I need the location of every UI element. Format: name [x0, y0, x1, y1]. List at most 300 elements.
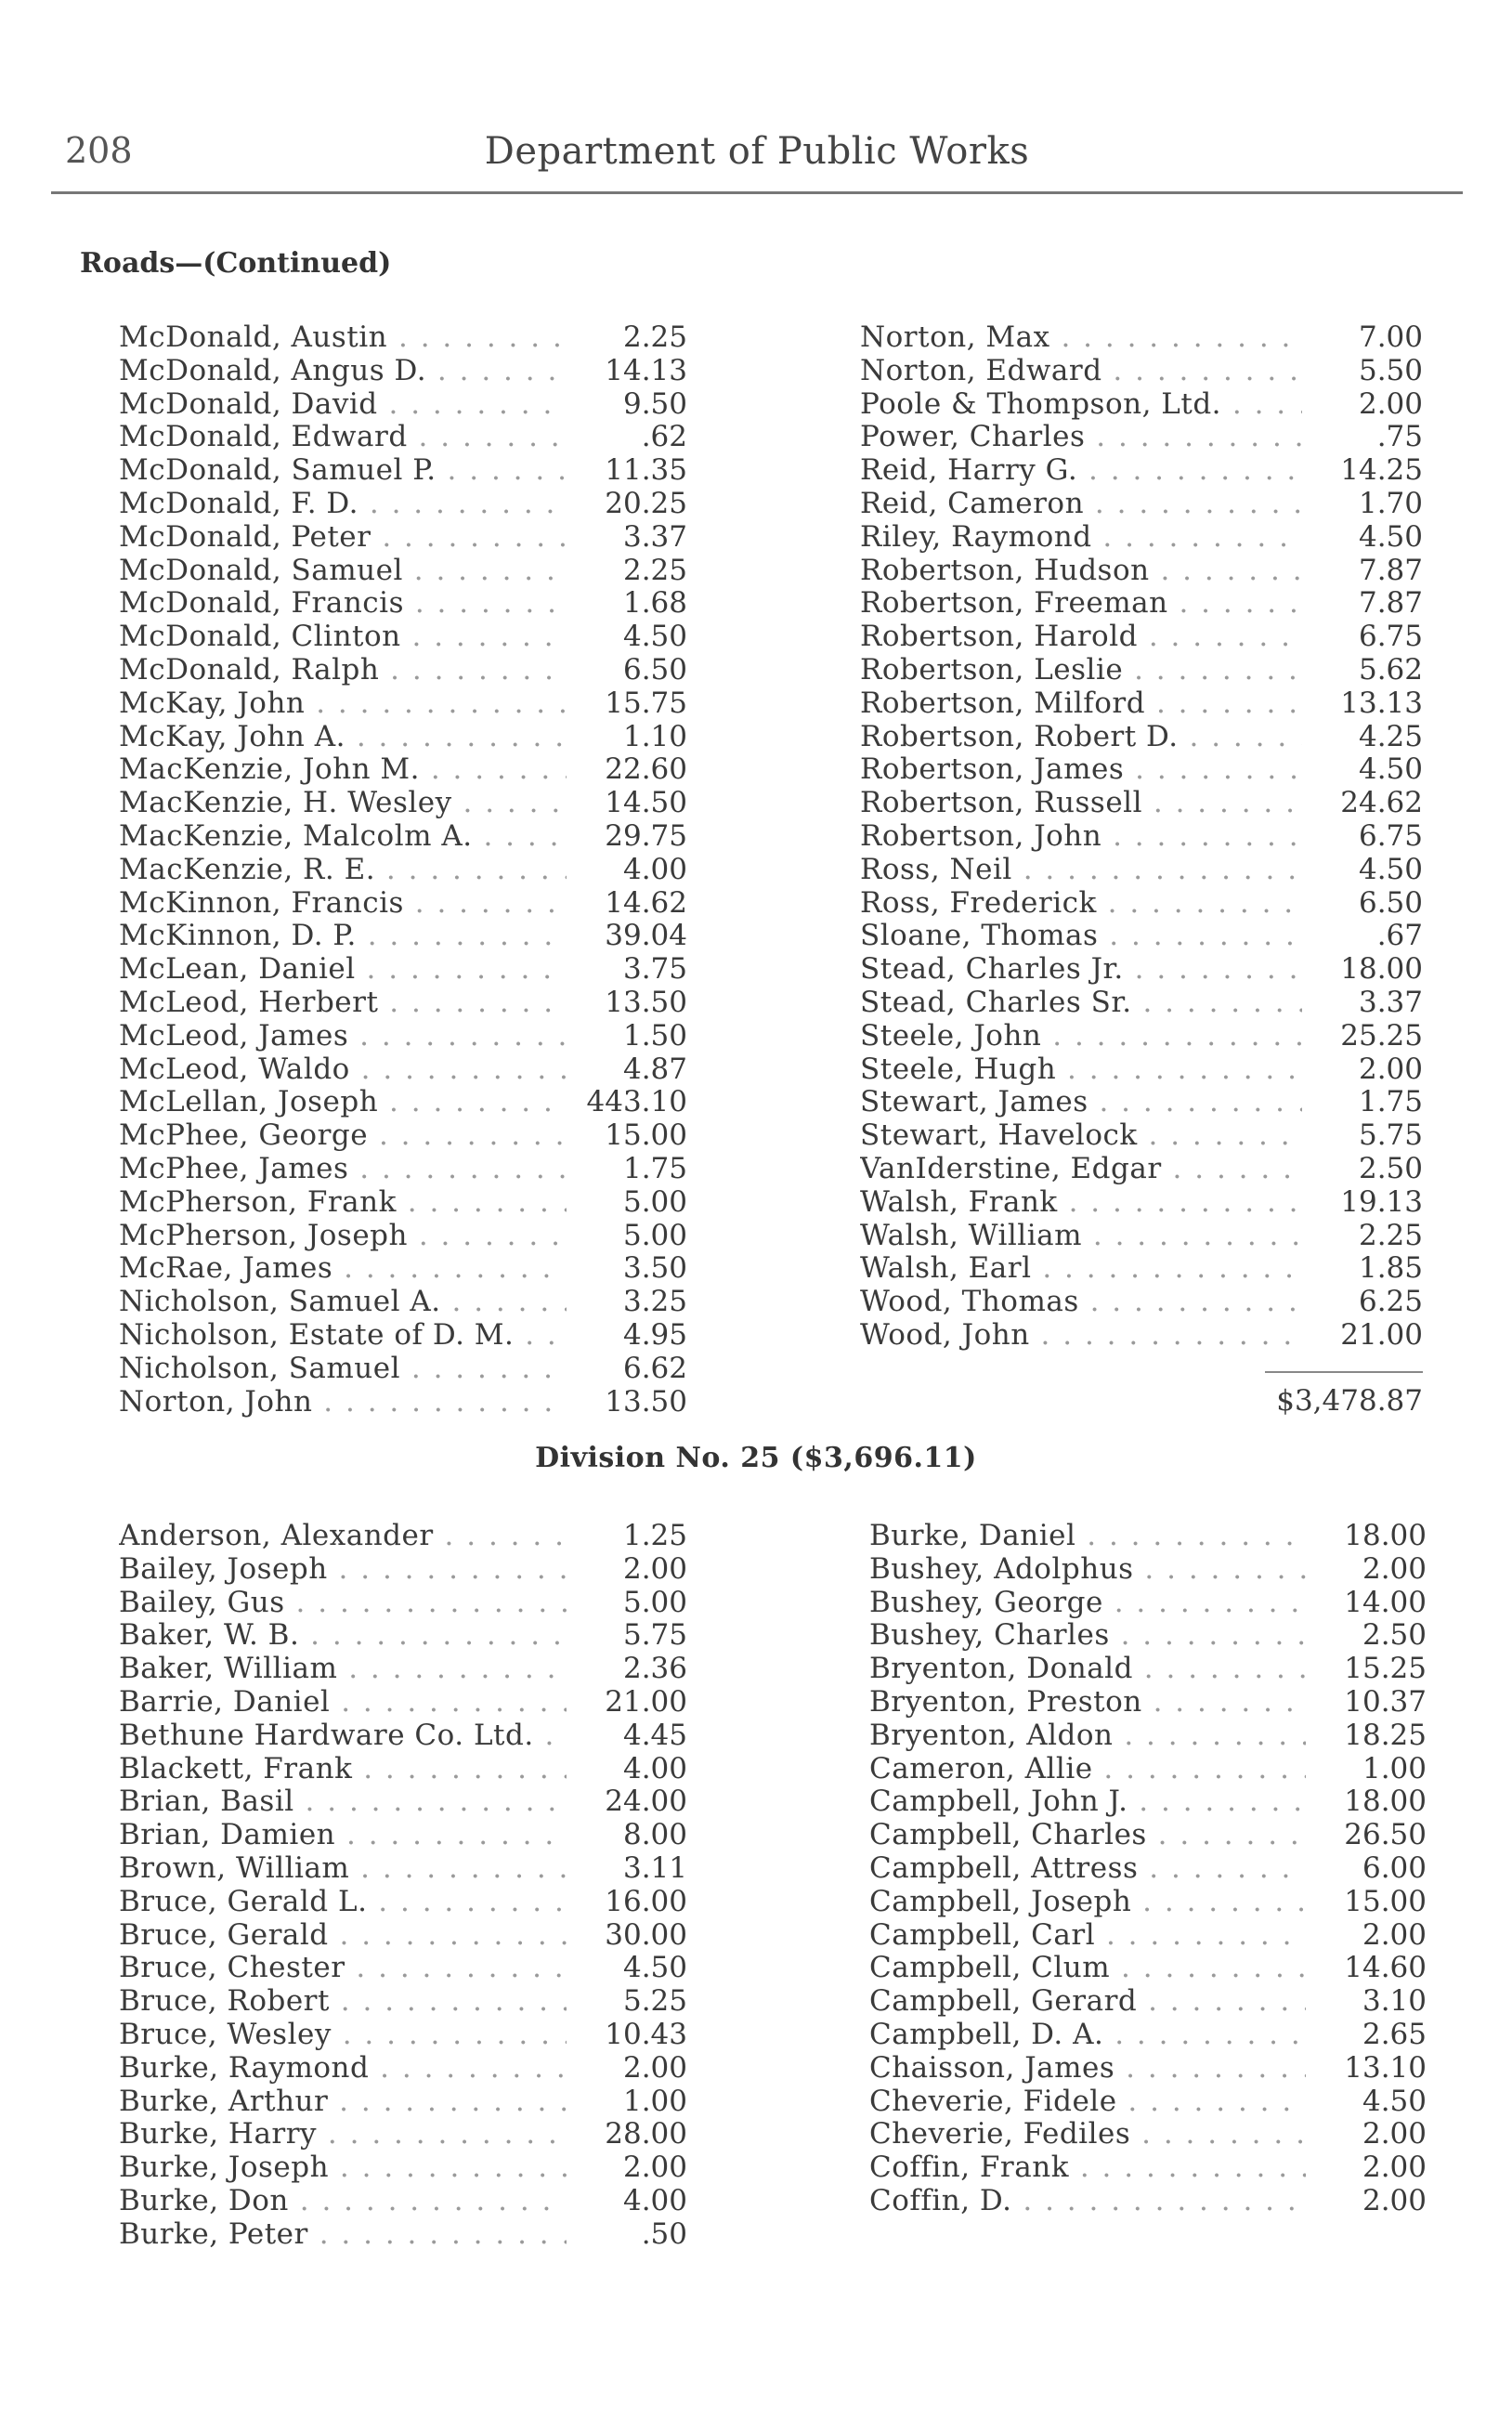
- list-item: [119, 1653, 687, 1686]
- payment-amount: 5.62: [1358, 652, 1423, 686]
- list-item: [119, 687, 687, 721]
- division-heading: Division No. 25 ($3,696.11): [535, 1442, 977, 1474]
- list-item: [869, 1587, 1427, 1620]
- upper-right-column: [860, 321, 1423, 1353]
- payee-name: Steele, Hugh . . .: [860, 1053, 1302, 1087]
- list-item: [119, 1919, 687, 1953]
- payee-name: McLeod, Herbert . . .: [119, 987, 567, 1020]
- payment-amount: 14.13: [605, 353, 687, 387]
- list-item: [119, 854, 687, 887]
- payment-amount: 3.37: [622, 519, 687, 554]
- list-item: [860, 1319, 1423, 1353]
- list-item: [860, 488, 1423, 521]
- list-item: [119, 1719, 687, 1753]
- payment-amount: 8.00: [622, 1818, 687, 1852]
- list-item: [119, 1353, 687, 1386]
- list-item: [860, 721, 1423, 754]
- payment-amount: 1.25: [622, 1519, 687, 1552]
- payee-name: MacKenzie, R. E. . . .: [119, 854, 567, 887]
- list-item: [860, 1252, 1423, 1286]
- list-item: [860, 1220, 1423, 1253]
- payment-amount: 4.25: [1358, 719, 1423, 753]
- payee-name: Steele, John . . .: [860, 1020, 1302, 1053]
- payee-name: Bruce, Gerald L. . . .: [119, 1886, 567, 1919]
- payee-name: Brian, Damien . . .: [119, 1819, 567, 1852]
- payee-name: Campbell, Gerard . . .: [869, 1985, 1306, 2019]
- payee-name: Bushey, George . . .: [869, 1587, 1306, 1620]
- list-item: [119, 1619, 687, 1653]
- payment-amount: .67: [1376, 919, 1423, 953]
- list-item: [119, 2052, 687, 2086]
- payment-amount: 6.62: [622, 1351, 687, 1385]
- list-item: [119, 820, 687, 854]
- payment-amount: 3.11: [622, 1850, 687, 1885]
- payment-amount: 6.50: [622, 652, 687, 686]
- list-item: [119, 1520, 687, 1553]
- payee-name: Walsh, Frank . . .: [860, 1186, 1302, 1220]
- payee-name: McDonald, David . . .: [119, 388, 567, 422]
- list-item: [860, 454, 1423, 488]
- list-item: [860, 388, 1423, 422]
- payment-amount: 4.50: [1362, 2084, 1427, 2118]
- payee-name: Bryenton, Aldon . . .: [869, 1719, 1306, 1753]
- payment-amount: 3.50: [622, 1251, 687, 1286]
- list-item: [119, 521, 687, 555]
- page-header: [56, 130, 1458, 186]
- payment-amount: 10.43: [605, 2017, 687, 2051]
- list-item: [119, 1819, 687, 1852]
- payment-amount: 2.00: [622, 2151, 687, 2185]
- list-item: [869, 1686, 1427, 1719]
- list-item: [119, 2151, 687, 2185]
- payment-amount: 19.13: [1340, 1184, 1423, 1219]
- payee-name: Bailey, Joseph . . .: [119, 1553, 567, 1587]
- payment-amount: 2.00: [1362, 1917, 1427, 1952]
- list-item: [860, 787, 1423, 820]
- payment-amount: 2.00: [622, 1551, 687, 1586]
- list-item: [869, 1520, 1427, 1553]
- list-item: [119, 355, 687, 388]
- payee-name: Norton, John . . .: [119, 1386, 567, 1419]
- payee-name: Coffin, D. . . .: [869, 2185, 1306, 2218]
- payee-name: Nicholson, Samuel . . .: [119, 1353, 567, 1386]
- list-item: [119, 2019, 687, 2052]
- payment-amount: 3.25: [622, 1285, 687, 1319]
- payee-name: McKinnon, Francis . . .: [119, 887, 567, 921]
- payment-amount: .50: [641, 2216, 687, 2251]
- payee-name: McDonald, Samuel P. . . .: [119, 454, 567, 488]
- list-item: [119, 887, 687, 921]
- list-item: [860, 654, 1423, 687]
- payee-name: Baker, William . . .: [119, 1653, 567, 1686]
- payment-amount: 1.00: [622, 2084, 687, 2118]
- payment-amount: 2.25: [622, 553, 687, 587]
- list-item: [869, 1852, 1427, 1886]
- payment-amount: 1.50: [622, 1018, 687, 1053]
- payee-name: Stead, Charles Jr. . . .: [860, 953, 1302, 987]
- payment-amount: 15.25: [1344, 1652, 1427, 1686]
- payee-name: Robertson, James . . .: [860, 753, 1302, 787]
- payee-name: Ross, Neil . . .: [860, 854, 1302, 887]
- payee-name: MacKenzie, John M. . . .: [119, 753, 567, 787]
- list-item: [860, 1186, 1423, 1220]
- payee-name: Campbell, Charles . . .: [869, 1819, 1306, 1852]
- list-item: [119, 1119, 687, 1153]
- payee-name: Robertson, Milford . . .: [860, 687, 1302, 721]
- payment-amount: 18.00: [1340, 952, 1423, 987]
- payee-name: McLean, Daniel . . .: [119, 953, 567, 987]
- list-item: [119, 920, 687, 953]
- list-item: [860, 1119, 1423, 1153]
- list-item: [860, 687, 1423, 721]
- payee-name: McPhee, James . . .: [119, 1153, 567, 1186]
- payment-amount: 1.85: [1358, 1251, 1423, 1286]
- payee-name: Bushey, Charles . . .: [869, 1619, 1306, 1653]
- page-number: 208: [65, 130, 133, 171]
- payee-name: Sloane, Thomas . . .: [860, 920, 1302, 953]
- lower-left-column: [119, 1520, 687, 2252]
- payment-amount: 24.62: [1340, 786, 1423, 820]
- payee-name: Stead, Charles Sr. . . .: [860, 987, 1302, 1020]
- list-item: [119, 1785, 687, 1819]
- payment-amount: 4.50: [1358, 752, 1423, 787]
- payment-amount: 4.00: [622, 2183, 687, 2217]
- list-item: [860, 1286, 1423, 1319]
- payee-name: Brown, William . . .: [119, 1852, 567, 1886]
- payment-amount: 1.75: [1358, 1085, 1423, 1119]
- list-item: [869, 2151, 1427, 2185]
- payment-amount: 9.50: [622, 386, 687, 421]
- list-item: [869, 1719, 1427, 1753]
- payee-name: McKay, John . . .: [119, 687, 567, 721]
- payee-name: Robertson, Harold . . .: [860, 621, 1302, 654]
- payee-name: Reid, Harry G. . . .: [860, 454, 1302, 488]
- payment-amount: 5.75: [1358, 1118, 1423, 1153]
- list-item: [119, 1020, 687, 1053]
- list-item: [119, 987, 687, 1020]
- payment-amount: 3.75: [622, 952, 687, 987]
- payment-amount: 2.00: [1362, 2117, 1427, 2151]
- payee-name: McLeod, Waldo . . .: [119, 1053, 567, 1087]
- payee-name: Nicholson, Estate of D. M. . . .: [119, 1319, 567, 1353]
- payment-amount: 21.00: [1340, 1317, 1423, 1352]
- payment-amount: 5.00: [622, 1585, 687, 1619]
- payment-amount: 39.04: [605, 919, 687, 953]
- payment-amount: 2.00: [1362, 2183, 1427, 2217]
- payee-name: McDonald, Edward . . .: [119, 421, 567, 454]
- payment-amount: 18.25: [1344, 1718, 1427, 1752]
- list-item: [860, 555, 1423, 588]
- list-item: [119, 1319, 687, 1353]
- payment-amount: 6.00: [1362, 1850, 1427, 1885]
- payment-amount: 2.00: [1358, 386, 1423, 421]
- list-item: [119, 1153, 687, 1186]
- payee-name: Bruce, Gerald . . .: [119, 1919, 567, 1953]
- list-item: [119, 2086, 687, 2119]
- payment-amount: 5.00: [622, 1218, 687, 1252]
- payee-name: Robertson, John . . .: [860, 820, 1302, 854]
- list-item: [119, 753, 687, 787]
- list-item: [869, 1553, 1427, 1587]
- payment-amount: 14.50: [605, 786, 687, 820]
- list-item: [869, 2052, 1427, 2086]
- payment-amount: 4.00: [622, 852, 687, 886]
- payee-name: Chaisson, James . . .: [869, 2052, 1306, 2086]
- list-item: [119, 1985, 687, 2019]
- list-item: [860, 887, 1423, 921]
- payee-name: MacKenzie, H. Wesley . . .: [119, 787, 567, 820]
- list-item: [119, 1386, 687, 1419]
- payee-name: McDonald, Angus D. . . .: [119, 355, 567, 388]
- list-item: [869, 1619, 1427, 1653]
- payment-amount: 2.50: [1362, 1618, 1427, 1653]
- list-item: [119, 1220, 687, 1253]
- list-item: [860, 521, 1423, 555]
- payee-name: Burke, Harry . . .: [119, 2118, 567, 2151]
- payment-amount: 5.00: [622, 1184, 687, 1219]
- payee-name: Stewart, Havelock . . .: [860, 1119, 1302, 1153]
- payment-amount: 2.25: [622, 320, 687, 354]
- payment-amount: 20.25: [605, 486, 687, 520]
- payment-amount: 1.75: [622, 1151, 687, 1185]
- list-item: [119, 321, 687, 355]
- payee-name: Bruce, Wesley . . .: [119, 2019, 567, 2052]
- payment-amount: 4.00: [622, 1751, 687, 1785]
- payment-amount: 2.50: [1358, 1151, 1423, 1185]
- payee-name: Burke, Joseph . . .: [119, 2151, 567, 2185]
- payee-name: Riley, Raymond . . .: [860, 521, 1302, 555]
- payment-amount: 22.60: [605, 752, 687, 787]
- payment-amount: 14.60: [1344, 1951, 1427, 1985]
- payment-amount: 7.00: [1358, 320, 1423, 354]
- payment-amount: 5.25: [622, 1984, 687, 2019]
- payee-name: McPhee, George . . .: [119, 1119, 567, 1153]
- payment-amount: 2.00: [1358, 1052, 1423, 1086]
- list-item: [119, 2218, 687, 2252]
- payee-name: Campbell, D. A. . . .: [869, 2019, 1306, 2052]
- payment-amount: 2.25: [1358, 1218, 1423, 1252]
- payee-name: Cheverie, Fidele . . .: [869, 2086, 1306, 2119]
- payee-name: McKinnon, D. P. . . .: [119, 920, 567, 953]
- payment-amount: .62: [641, 420, 687, 454]
- payment-amount: 14.00: [1344, 1585, 1427, 1619]
- payment-amount: 4.50: [622, 1951, 687, 1985]
- payee-name: Blackett, Frank . . .: [119, 1753, 567, 1786]
- payee-name: Cheverie, Fediles . . .: [869, 2118, 1306, 2151]
- payment-amount: 18.00: [1344, 1785, 1427, 1819]
- payee-name: McPherson, Joseph . . .: [119, 1220, 567, 1253]
- list-item: [869, 2118, 1427, 2151]
- list-item: [860, 421, 1423, 454]
- payment-amount: 29.75: [605, 818, 687, 853]
- payee-name: Burke, Daniel . . .: [869, 1520, 1306, 1553]
- payee-name: McLellan, Joseph . . .: [119, 1086, 567, 1119]
- list-item: [119, 555, 687, 588]
- payment-amount: 28.00: [605, 2117, 687, 2151]
- payee-name: Robertson, Leslie . . .: [860, 654, 1302, 687]
- payee-name: McDonald, Samuel . . .: [119, 555, 567, 588]
- total-rule: [1265, 1371, 1423, 1373]
- payee-name: Robertson, Robert D. . . .: [860, 721, 1302, 754]
- list-item: [119, 1852, 687, 1886]
- payment-amount: 13.13: [1340, 686, 1423, 720]
- payment-amount: 4.50: [1358, 852, 1423, 886]
- payment-amount: 7.87: [1358, 553, 1423, 587]
- list-item: [869, 1785, 1427, 1819]
- payment-amount: 15.00: [605, 1118, 687, 1153]
- payment-amount: 4.50: [622, 620, 687, 654]
- payee-name: Campbell, John J. . . .: [869, 1785, 1306, 1819]
- payee-name: Bethune Hardware Co. Ltd. . . .: [119, 1719, 567, 1753]
- payee-name: Walsh, Earl . . .: [860, 1252, 1302, 1286]
- payee-name: McDonald, Francis . . .: [119, 587, 567, 621]
- payee-name: Norton, Max . . .: [860, 321, 1302, 355]
- list-item: [869, 2185, 1427, 2218]
- payee-name: Campbell, Carl . . .: [869, 1919, 1306, 1953]
- list-item: [119, 388, 687, 422]
- list-item: [869, 2086, 1427, 2119]
- list-item: [119, 454, 687, 488]
- list-item: [119, 1086, 687, 1119]
- list-item: [119, 1686, 687, 1719]
- list-item: [869, 1653, 1427, 1686]
- payment-amount: 2.36: [622, 1652, 687, 1686]
- payment-amount: 4.87: [622, 1052, 687, 1086]
- list-item: [119, 1053, 687, 1087]
- payment-amount: 21.00: [605, 1684, 687, 1719]
- list-item: [869, 1753, 1427, 1786]
- payment-amount: 11.35: [605, 453, 687, 488]
- payment-amount: .75: [1376, 420, 1423, 454]
- upper-left-column: [119, 321, 687, 1419]
- payee-name: Baker, W. B. . . .: [119, 1619, 567, 1653]
- payee-name: Anderson, Alexander . . .: [119, 1520, 567, 1553]
- payee-name: Campbell, Joseph . . .: [869, 1886, 1306, 1919]
- payment-amount: 3.37: [1358, 985, 1423, 1019]
- payment-amount: 18.00: [1344, 1519, 1427, 1552]
- payee-name: Bruce, Chester . . .: [119, 1952, 567, 1985]
- list-item: [119, 1252, 687, 1286]
- list-item: [119, 953, 687, 987]
- payment-amount: 1.00: [1362, 1751, 1427, 1785]
- payment-amount: 1.10: [622, 719, 687, 753]
- payee-name: McKay, John A. . . .: [119, 721, 567, 754]
- payment-amount: 1.68: [622, 586, 687, 621]
- payment-amount: 2.00: [622, 2050, 687, 2085]
- list-item: [860, 820, 1423, 854]
- payee-name: Nicholson, Samuel A. . . .: [119, 1286, 567, 1319]
- list-item: [119, 1587, 687, 1620]
- payment-amount: 2.00: [1362, 1551, 1427, 1586]
- payment-amount: 13.10: [1344, 2050, 1427, 2085]
- header-rule: [51, 191, 1463, 194]
- list-item: [869, 1819, 1427, 1852]
- payee-name: Coffin, Frank . . .: [869, 2151, 1306, 2185]
- payment-amount: 7.87: [1358, 586, 1423, 621]
- payment-amount: 1.70: [1358, 486, 1423, 520]
- payment-amount: 443.10: [586, 1085, 687, 1119]
- payee-name: Robertson, Freeman . . .: [860, 587, 1302, 621]
- payee-name: Bailey, Gus . . .: [119, 1587, 567, 1620]
- payment-amount: 2.65: [1362, 2017, 1427, 2051]
- payment-amount: 16.00: [605, 1884, 687, 1918]
- list-item: [119, 721, 687, 754]
- list-item: [869, 1952, 1427, 1985]
- payment-amount: 6.75: [1358, 818, 1423, 853]
- payee-name: Burke, Peter . . .: [119, 2218, 567, 2252]
- list-item: [119, 1952, 687, 1985]
- list-item: [860, 587, 1423, 621]
- payee-name: Burke, Arthur . . .: [119, 2086, 567, 2119]
- payee-name: McDonald, F. D. . . .: [119, 488, 567, 521]
- list-item: [119, 587, 687, 621]
- payment-amount: 5.50: [1358, 353, 1423, 387]
- list-item: [119, 2118, 687, 2151]
- list-item: [860, 621, 1423, 654]
- payee-name: McDonald, Ralph . . .: [119, 654, 567, 687]
- payee-name: Bruce, Robert . . .: [119, 1985, 567, 2019]
- list-item: [119, 2185, 687, 2218]
- payment-amount: 2.00: [1362, 2151, 1427, 2185]
- payee-name: McPherson, Frank . . .: [119, 1186, 567, 1220]
- payee-name: McRae, James . . .: [119, 1252, 567, 1286]
- payee-name: Reid, Cameron . . .: [860, 488, 1302, 521]
- payee-name: McLeod, James . . .: [119, 1020, 567, 1053]
- payment-amount: 5.75: [622, 1618, 687, 1653]
- payee-name: Walsh, William . . .: [860, 1220, 1302, 1253]
- payment-amount: 13.50: [605, 1384, 687, 1419]
- payment-amount: 14.62: [605, 885, 687, 920]
- list-item: [860, 1020, 1423, 1053]
- list-item: [119, 488, 687, 521]
- payee-name: McDonald, Austin . . .: [119, 321, 567, 355]
- payment-amount: 4.45: [622, 1718, 687, 1752]
- payee-name: Campbell, Attress . . .: [869, 1852, 1306, 1886]
- payee-name: Barrie, Daniel . . .: [119, 1686, 567, 1719]
- payment-amount: 10.37: [1344, 1684, 1427, 1719]
- payee-name: Bryenton, Donald . . .: [869, 1653, 1306, 1686]
- upper-total: $3,478.87: [1276, 1384, 1423, 1418]
- payee-name: Brian, Basil . . .: [119, 1785, 567, 1819]
- list-item: [119, 1753, 687, 1786]
- list-item: [119, 787, 687, 820]
- list-item: [869, 1886, 1427, 1919]
- payee-name: Wood, John . . .: [860, 1319, 1302, 1353]
- list-item: [869, 1919, 1427, 1953]
- payment-amount: 15.00: [1344, 1884, 1427, 1918]
- list-item: [860, 1053, 1423, 1087]
- list-item: [860, 1086, 1423, 1119]
- payment-amount: 13.50: [605, 985, 687, 1019]
- payment-amount: 24.00: [605, 1785, 687, 1819]
- payment-amount: 6.50: [1358, 885, 1423, 920]
- list-item: [860, 953, 1423, 987]
- list-item: [860, 753, 1423, 787]
- payment-amount: 15.75: [605, 686, 687, 720]
- payment-amount: 3.10: [1362, 1984, 1427, 2019]
- list-item: [860, 854, 1423, 887]
- payee-name: Bushey, Adolphus . . .: [869, 1553, 1306, 1587]
- list-item: [119, 1186, 687, 1220]
- list-item: [860, 321, 1423, 355]
- payment-amount: 4.50: [1358, 519, 1423, 554]
- payee-name: Burke, Don . . .: [119, 2185, 567, 2218]
- list-item: [860, 920, 1423, 953]
- payment-amount: 25.25: [1340, 1018, 1423, 1053]
- payment-amount: 14.25: [1340, 453, 1423, 488]
- list-item: [119, 621, 687, 654]
- running-title: Department of Public Works: [484, 130, 1030, 173]
